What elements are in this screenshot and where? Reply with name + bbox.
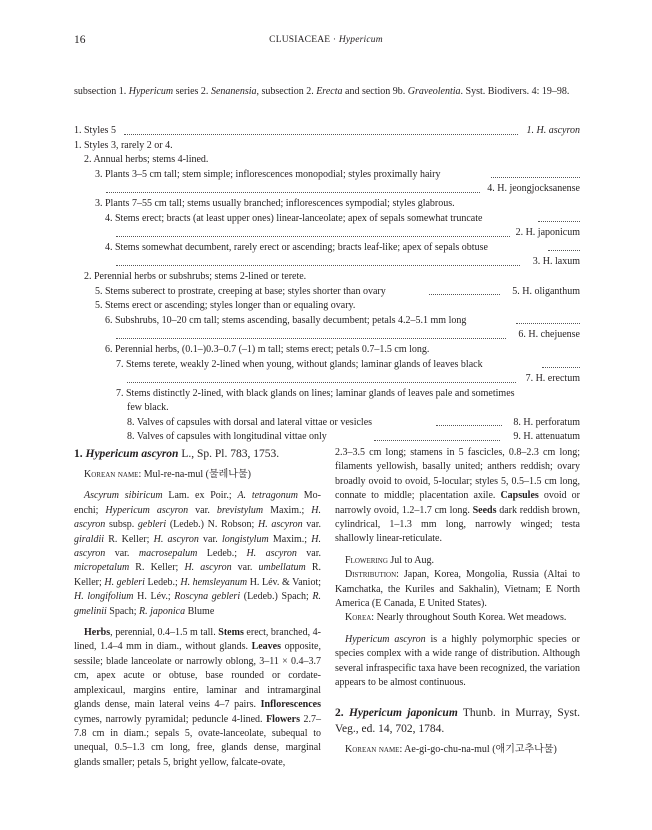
key-line: 1. Styles 5 1. H. ascyron [74,124,580,139]
synonym-name: gebleri [137,519,167,531]
synonym-name: Hypericum ascyron [105,504,189,516]
korea-distribution: Korea: Nearly throughout South Korea. Wet meadows. [345,612,567,624]
key-line: 7. Stems terete, weakly 2-lined when young, without glands; laminar glands of leaves black [74,358,580,373]
key-line: 2. Perennial herbs or subshrubs; stems 2-lined or terete. [84,270,307,282]
key-line: 2. H. japonicum [74,226,580,241]
synonym-name: H. ascyron [257,519,303,531]
synonym-name: R. japonica [139,605,186,617]
key-line: 4. Stems erect; bracts (at least upper ones) linear-lanceolate; apex of sepals somewhat truncate [74,212,580,227]
identification-key [74,124,580,445]
synonym-name: H. gebleri [104,576,145,588]
synonym-name: H. ascyron [74,504,322,531]
page-number: 16 [74,34,86,46]
synonym-name: giraldii [74,533,105,545]
synonym-name: H. ascyron [246,548,297,560]
key-line: 6. Perennial herbs, (0.1–)0.3–0.7 (–1) m tall; stems erect; petals 0.7–1.5 cm long. [105,343,430,355]
synonym-name: H. longifolium [74,591,134,603]
intro-paragraph: subsection 1. Hypericum series 2. Senanensia, subsection 2. Erecta and section 9b. Graveolentia. Syst. Biodivers. 4: 19–98. [74,86,570,97]
key-line: 3. H. laxum [74,255,580,270]
running-header [74,34,578,50]
key-line: 6. H. chejuense [74,328,580,343]
running-title: CLUSIACEAE · Hypericum [269,35,383,45]
left-column [74,446,321,770]
synonym-name: Roscyna gebleri [174,591,241,603]
synonym-name: R. gmelinii [74,591,321,617]
key-line: 5. Stems suberect to prostrate, creeping at base; styles shorter than ovary 5. H. oliganthum [74,285,580,300]
synonym-name: micropetalum [74,562,130,574]
species-heading: 2. Hypericum japonicum Thunb. in Murray, Syst. Veg., ed. 14, 702, 1784. [335,706,581,735]
key-line: 4. Stems somewhat decumbent, rarely erect or ascending; bracts leaf-like; apex of sepals obtuse [74,241,580,256]
synonym-name: brevistylum [216,504,264,516]
distribution: Distribution: Japan, Korea, Mongolia, Russia (Altai to Kamchatka, the Kuriles and Sakhalin), Vietnam; E North America (E Canada, E United States). [335,569,580,610]
synonym-list: Ascyrum sibiricum Lam. ex Poir.; A. tetragonum Mo-enchi; Hypericum ascyron var. brevistylum Maxim.; H. ascyron subsp. gebleri (Ledeb.) N. Robson; H. ascyron var. giraldii R. Keller; H. ascyron var. longistylum Maxim.; H. ascyron var. macrosepalum Ledeb.; H. ascyron var. micropetalum R. Keller; H. ascyron var. umbellatum R. Keller; H. gebleri Ledeb.; H. hemsleyanum H. Lév. & Vaniot; H. longifolium H. Lév.; Roscyna gebleri (Ledeb.) Spach; R. gmelinii Spach; R. japonica Blume [74,490,322,617]
key-line: 5. Stems erect or ascending; styles longer than or equaling ovary. [95,300,356,312]
synonym-name: H. hemsleyanum [180,576,248,588]
right-column [335,446,580,757]
key-line: few black. [127,402,169,414]
key-line: 3. Plants 3–5 cm tall; stem simple; inflorescences monopodial; styles proximally hairy [74,168,580,183]
key-line: 4. H. jeongjocksanense [74,182,580,197]
synonym-name: A. tetragonum [237,490,298,502]
synonym-name: Ascyrum sibiricum [84,490,163,502]
synonym-name: umbellatum [258,562,306,574]
key-line: 2. Annual herbs; stems 4-lined. [84,154,209,166]
key-line: 6. Subshrubs, 10–20 cm tall; stems ascending, basally decumbent; petals 4.2–5.1 mm long [74,314,580,329]
synonym-name: H. ascyron [184,562,232,574]
synonym-name: longistylum [222,533,269,545]
korean-name: Korean name: Mul-re-na-mul (물레나물) [84,469,251,480]
species-heading: 1. Hypericum ascyron L., Sp. Pl. 783, 1753. [74,448,280,460]
species-description: Herbs, perennial, 0.4–1.5 m tall. Stems erect, branched, 4-lined, 1.4–4 mm in diam., without glands. Leaves opposite, sessile; blade lanceolate or narrowly oblong, 3–11 × 0.4–3.7 cm, apex acute or obtuse, base rounded or cordate-amplexicaul, margins entire, laminar and intramarginal glands dense, main lateral veins 4–7 pairs. Inflorescences cymes, narrowly pyramidal; peduncle 4-lined. Flowers 2.7–7.8 cm in diam.; sepals 5, ovate-lanceolate, subequal to unequal, 0.5–1.3 cm long, free, glands dense, marginal glands smaller; petals 5, bright yellow, falcate-ovate, [74,627,322,768]
flowering: Flowering Jul to Aug. [345,554,435,566]
key-line: 1. Styles 3, rarely 2 or 4. [74,139,173,151]
taxonomic-note: Hypericum ascyron is a highly polymorphic species or species complex with a wide range of distribution. Although several infraspecific taxa have been recognized, the variation appears to be almost continuous. [335,633,580,689]
key-line: 3. Plants 7–55 cm tall; stems usually branched; inflorescences sympodial; styles glabrous. [95,197,455,209]
korean-name: Korean name: Ae-gi-go-chu-na-mul (애기고추나물) [345,743,557,755]
key-line: 7. H. erectum [74,372,580,387]
key-line: 8. Valves of capsules with longitudinal vittae only 9. H. attenuatum [74,430,580,445]
key-line: 7. Stems distinctly 2-lined, with black glands on lines; laminar glands of leaves pale and sometimes [116,387,515,399]
synonym-name: H. ascyron [74,533,322,560]
species-description-continued: 2.3–3.5 cm long; stamens in 5 fascicles, 0.8–2.3 cm long; filaments yellowish, basally united; anthers reddish; ovary broadly ovoid to ovoid, 5-locular; styles 5, 0.5–1.5 cm long, connate to middle; placentation axile. Capsules ovoid or narrowly ovoid, 1.2–1.7 cm long. Seeds dark reddish brown, cylindrical, 1–1.3 mm long, narrowly winged; testa shallowly linear-reticulate. [335,447,580,545]
synonym-name: macrosepalum [138,548,198,560]
synonym-name: H. ascyron [153,533,199,545]
key-line: 8. Valves of capsules with dorsal and lateral vittae or vesicles 8. H. perforatum [74,416,580,431]
